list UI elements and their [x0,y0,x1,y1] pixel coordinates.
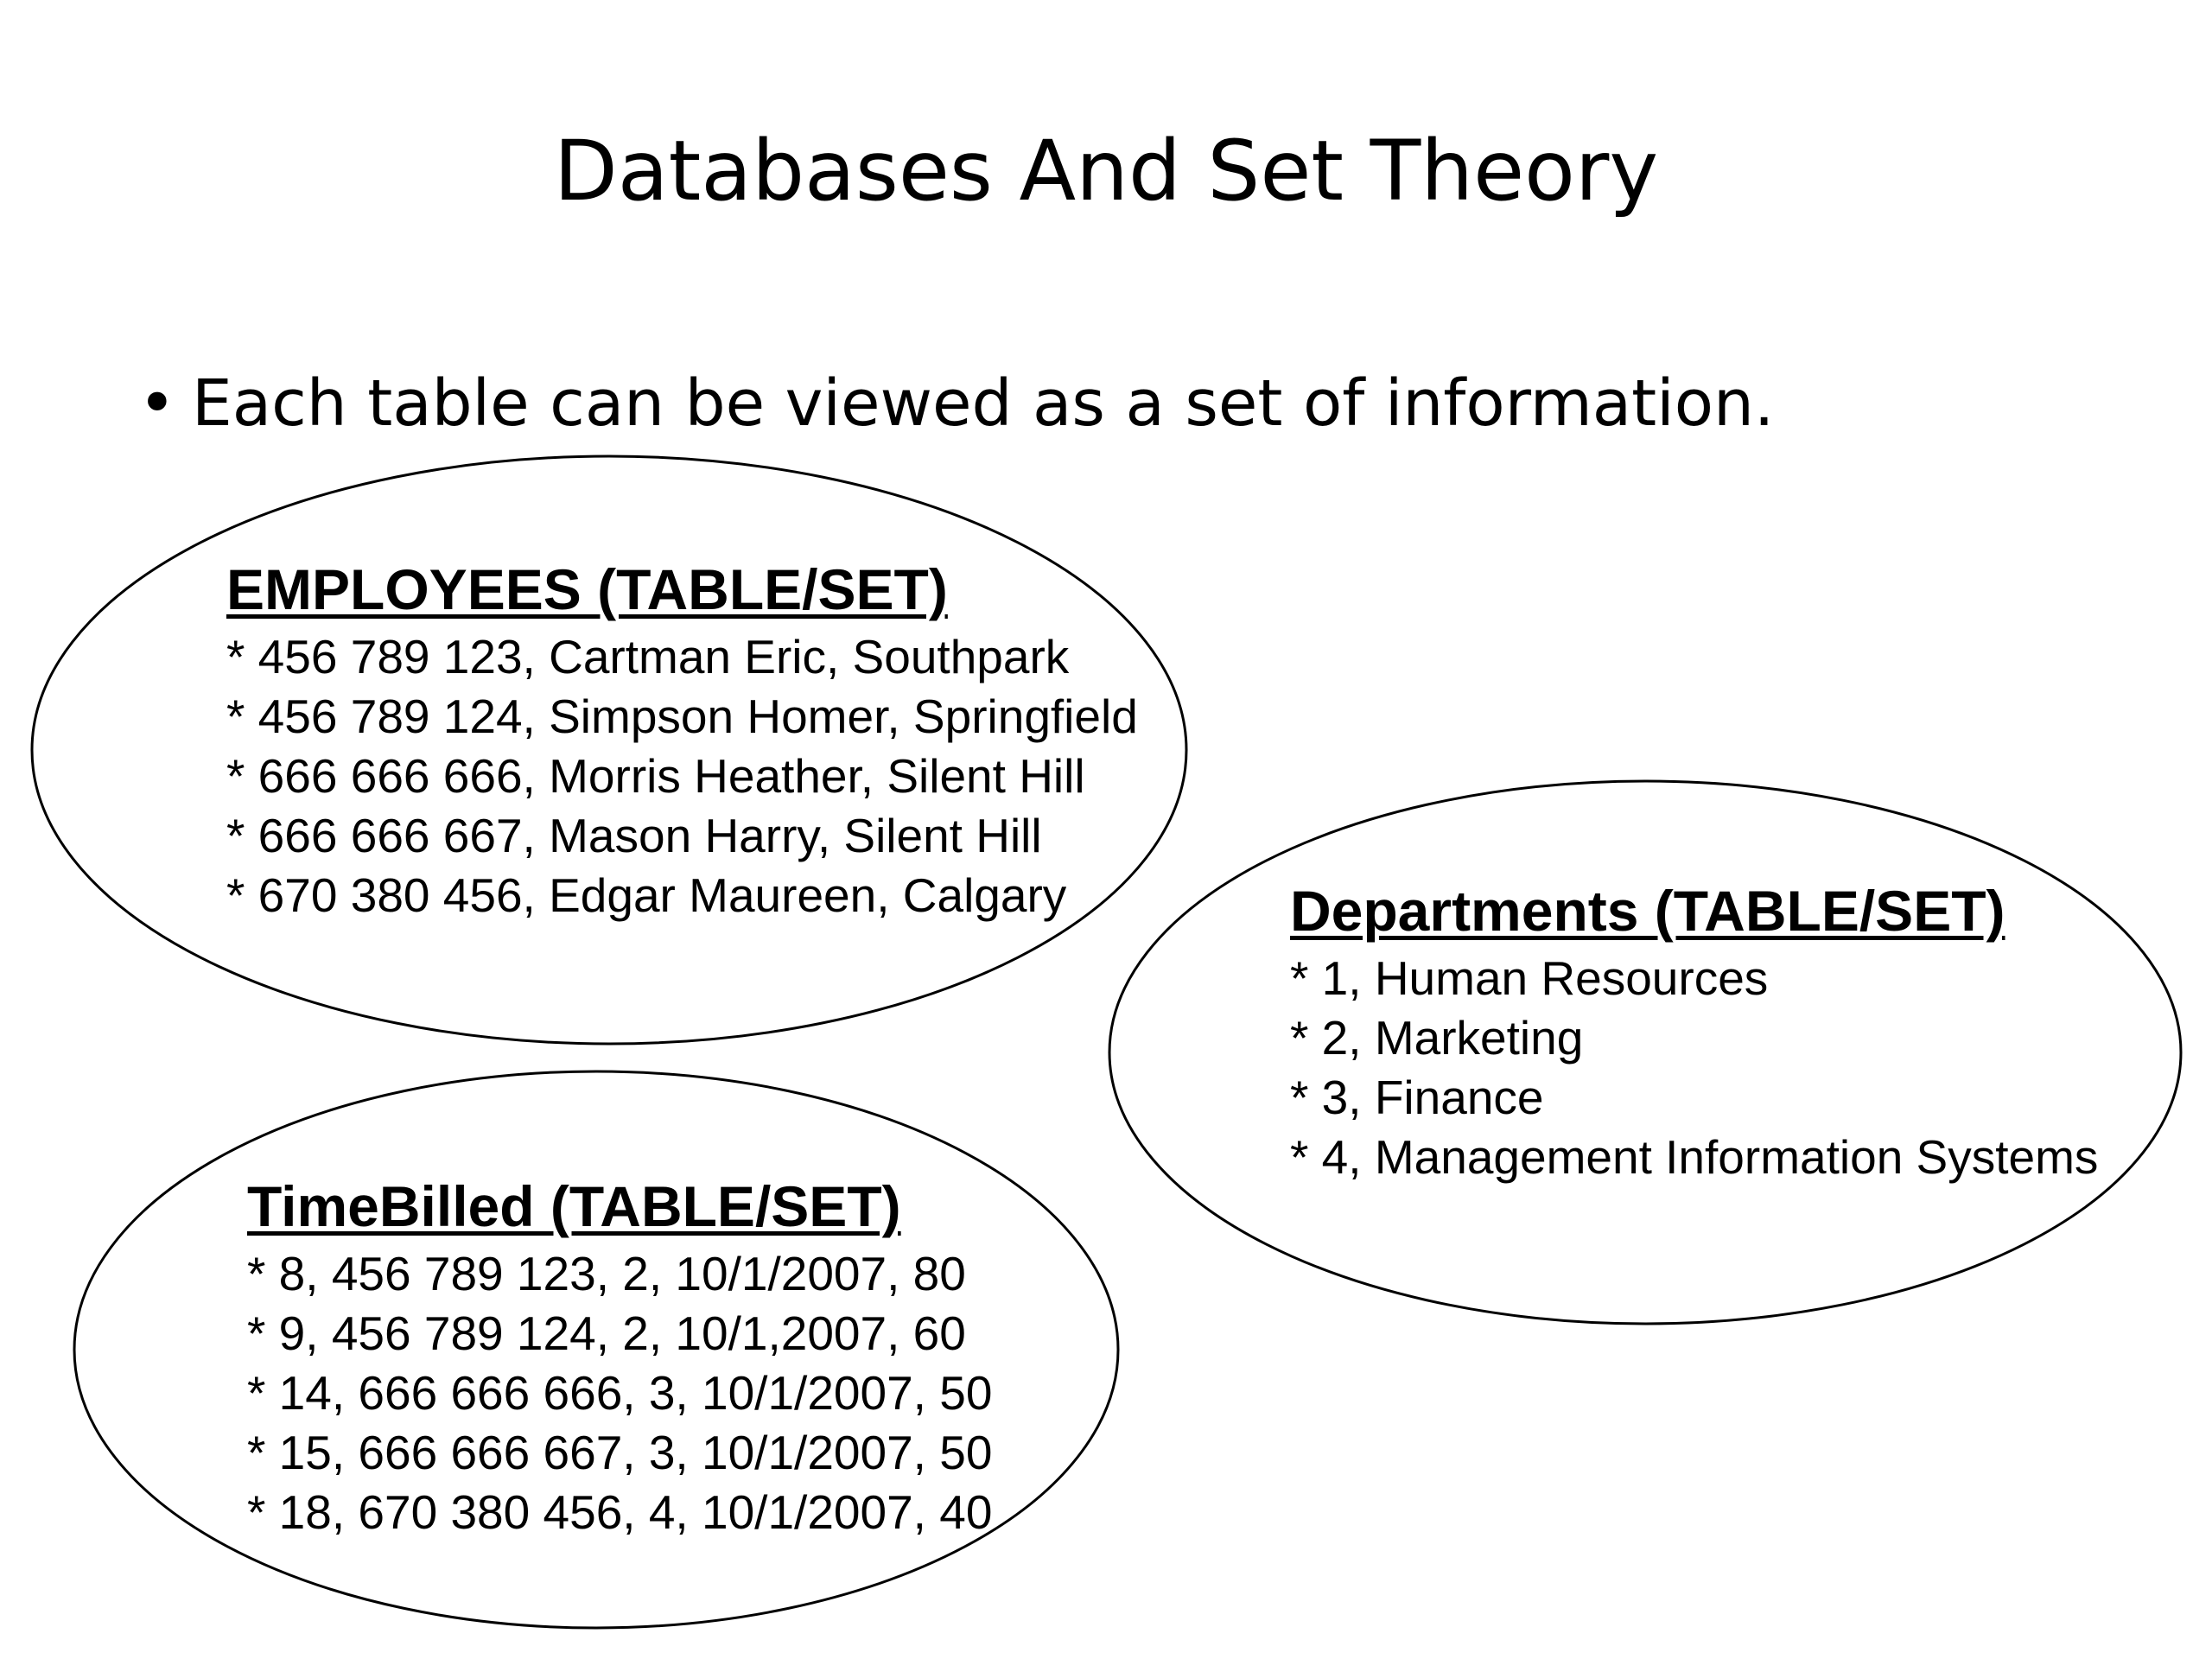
timebilled-row: * 8, 456 789 123, 2, 10/1/2007, 80 [247,1247,966,1300]
departments-row: * 2, Marketing [1290,1011,1584,1065]
departments-row: * 4, Management Information Systems [1290,1130,2099,1184]
departments-set [1290,876,2098,1187]
employees-set [226,555,1138,925]
employees-row: * 666 666 666, Morris Heather, Silent Hill [226,749,1085,803]
timebilled-row: * 14, 666 666 666, 3, 10/1/2007, 50 [247,1366,993,1420]
bullet-text: Each table can be viewed as a set of information. [192,366,1775,441]
bullet-dot-icon: • [138,366,176,441]
employees-row: * 456 789 124, Simpson Homer, Springfield [226,690,1138,743]
timebilled-set [247,1172,992,1542]
departments-heading: Departments (TABLE/SET) [1290,879,2005,943]
timebilled-row: * 18, 670 380 456, 4, 10/1/2007, 40 [247,1485,993,1539]
timebilled-heading: TimeBilled (TABLE/SET) [247,1174,901,1238]
employees-row: * 666 666 667, Mason Harry, Silent Hill [226,809,1042,862]
departments-row: * 3, Finance [1290,1071,1544,1124]
departments-row: * 1, Human Resources [1290,951,1769,1005]
employees-row: * 456 789 123, Cartman Eric, Southpark [226,630,1070,683]
timebilled-row: * 15, 666 666 667, 3, 10/1/2007, 50 [247,1426,993,1479]
timebilled-row: * 9, 456 789 124, 2, 10/1,2007, 60 [247,1306,966,1360]
employees-row: * 670 380 456, Edgar Maureen, Calgary [226,868,1067,922]
slide-title: Databases And Set Theory [553,123,1659,219]
employees-heading: EMPLOYEES (TABLE/SET) [226,557,948,621]
